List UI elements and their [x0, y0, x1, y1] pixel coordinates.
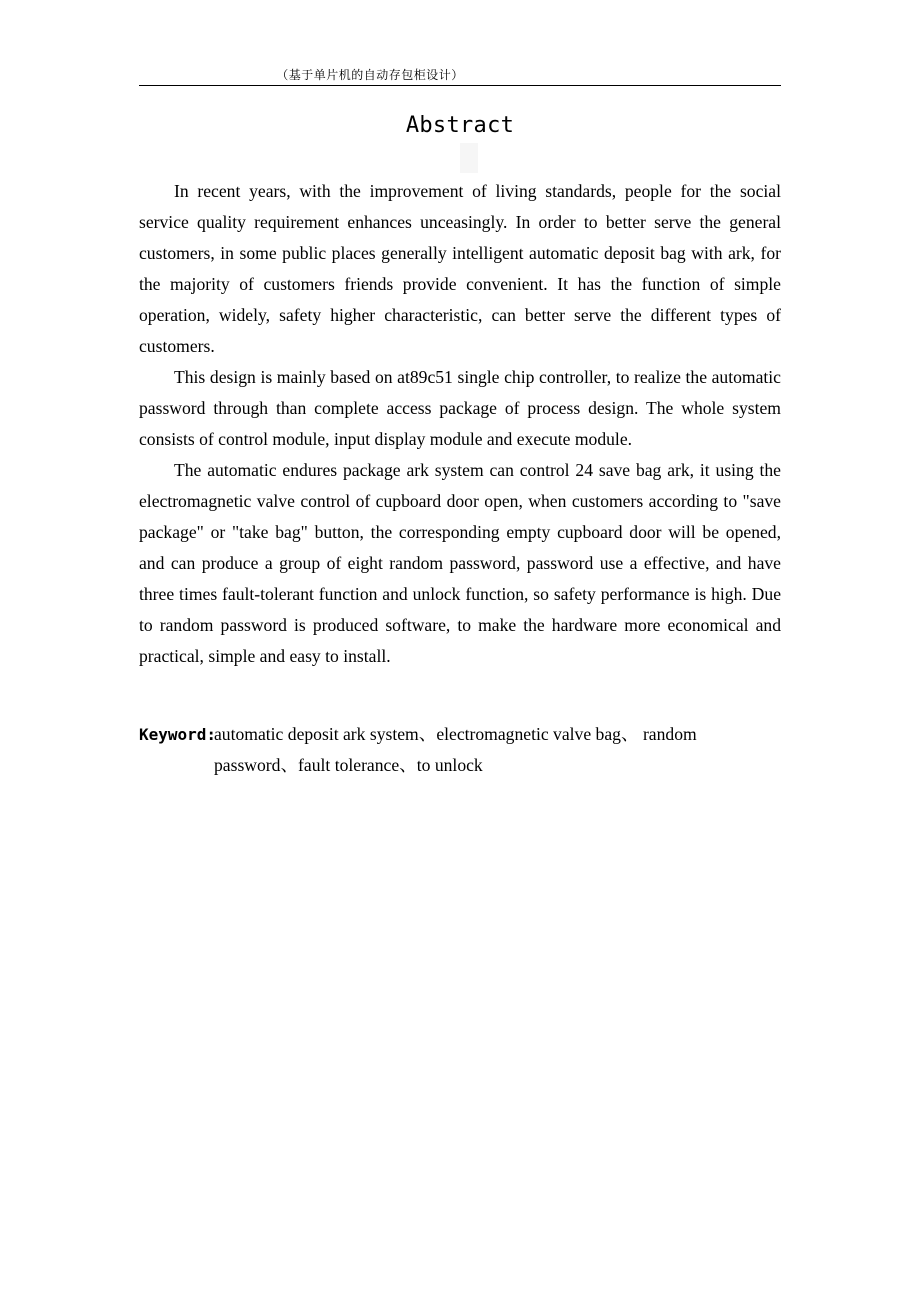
paragraph-3: The automatic endures package ark system can control 24 save bag ark, it using the electromagnetic valve control of cupboard door open, when customers according to "save package" or "take bag" button, the corresponding empty cupboard door will be opened, and can produce a group of eight random password, password use a effective, and have three times fault-tolerant function and unlock function, so safety performance is high. Due to random password is produced software, to make the hardware more economical and practical, simple and easy to install.: [139, 460, 781, 666]
paragraph-2: This design is mainly based on at89c51 single chip controller, to realize the automatic password through than complete access package of process design. The whole system consists of control module, input display module and execute module.: [139, 367, 781, 449]
keywords-text: automatic deposit ark system、electromagnetic valve bag、 random password、fault tolerance、to unlock: [214, 724, 697, 775]
scan-artifact: [460, 143, 478, 173]
header-rule: [139, 85, 781, 86]
abstract-title: Abstract: [405, 113, 515, 138]
running-header: （基于单片机的自动存包柜设计）: [276, 68, 464, 82]
keywords-label: Keyword:: [139, 725, 217, 744]
abstract-body: [139, 176, 781, 672]
paragraph-1: In recent years, with the improvement of living standards, people for the social service quality requirement enhances unceasingly. In order to better serve the general customers, in some public places generally intelligent automatic deposit bag with ark, for the majority of customers friends provide convenient. It has the function of simple operation, widely, safety higher characteristic, can better serve the different types of customers.: [139, 181, 781, 356]
